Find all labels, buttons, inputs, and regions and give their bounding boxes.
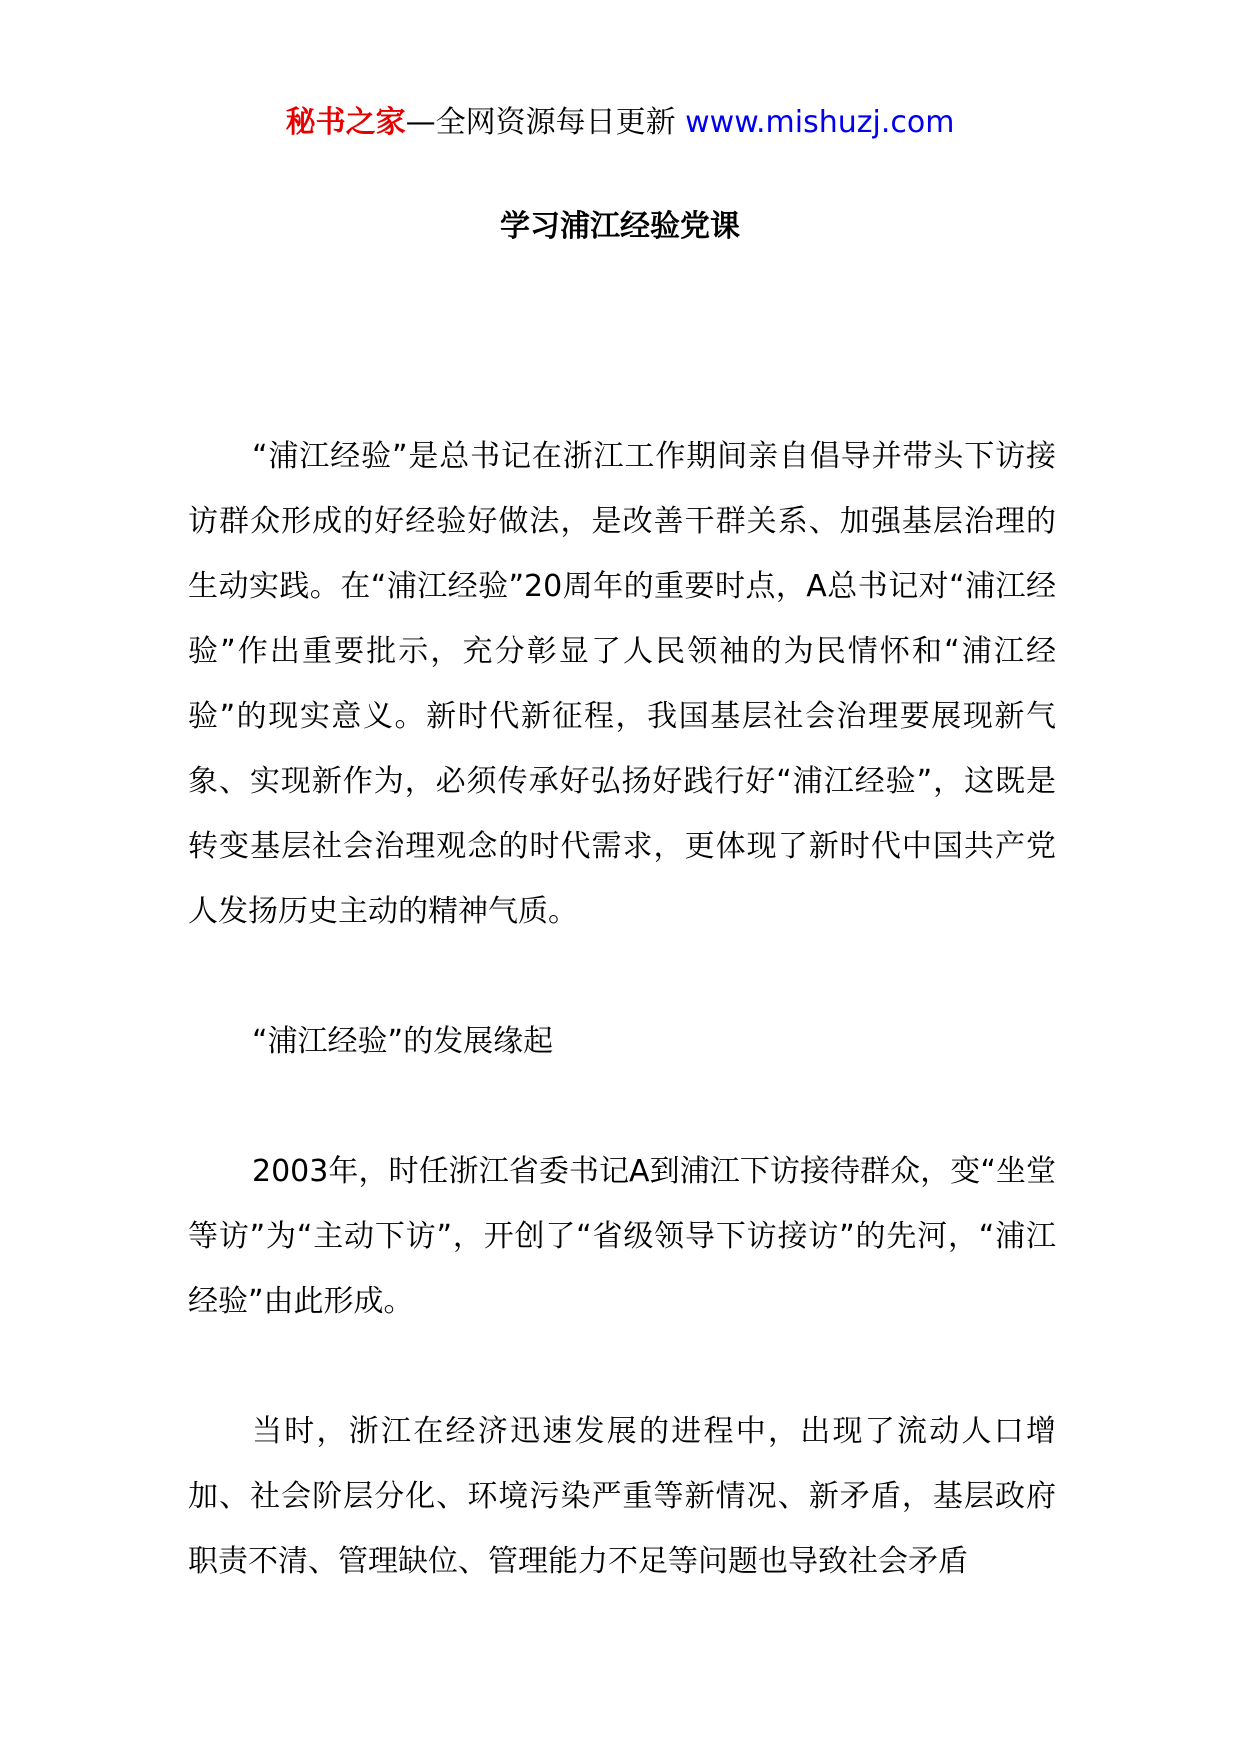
body-paragraph-origin: 2003年，时任浙江省委书记A到浦江下访接待群众，变“坐堂等访”为“主动下访”，开创了“省级领导下访接访”的先河，“浦江经验”由此形成。 <box>188 1154 1056 1319</box>
brand-name: 秘书之家 <box>285 105 406 140</box>
site-header <box>0 100 1240 146</box>
document-title: 学习浦江经验党课 <box>500 209 740 244</box>
section-heading: “浦江经验”的发展缘起 <box>252 1024 554 1059</box>
site-url-link[interactable]: www.mishuzj.com <box>685 105 955 140</box>
site-tagline: —全网资源每日更新 <box>405 105 676 140</box>
document-body <box>188 424 1056 1594</box>
body-paragraph-background: 当时，浙江在经济迅速发展的进程中，出现了流动人口增加、社会阶层分化、环境污染严重等新情况、新矛盾，基层政府职责不清、管理缺位、管理能力不足等问题也导致社会矛盾 <box>188 1414 1056 1579</box>
body-paragraph-intro: “浦江经验”是总书记在浙江工作期间亲自倡导并带头下访接访群众形成的好经验好做法，是改善干群关系、加强基层治理的生动实践。在“浦江经验”20周年的重要时点，A总书记对“浦江经验”作出重要批示，充分彰显了人民领袖的为民情怀和“浦江经验”的现实意义。新时代新征程，我国基层社会治理要展现新气象、实现新作为，必须传承好弘扬好践行好“浦江经验”，这既是转变基层社会治理观念的时代需求，更体现了新时代中国共产党人发扬历史主动的精神气质。 <box>188 439 1056 929</box>
